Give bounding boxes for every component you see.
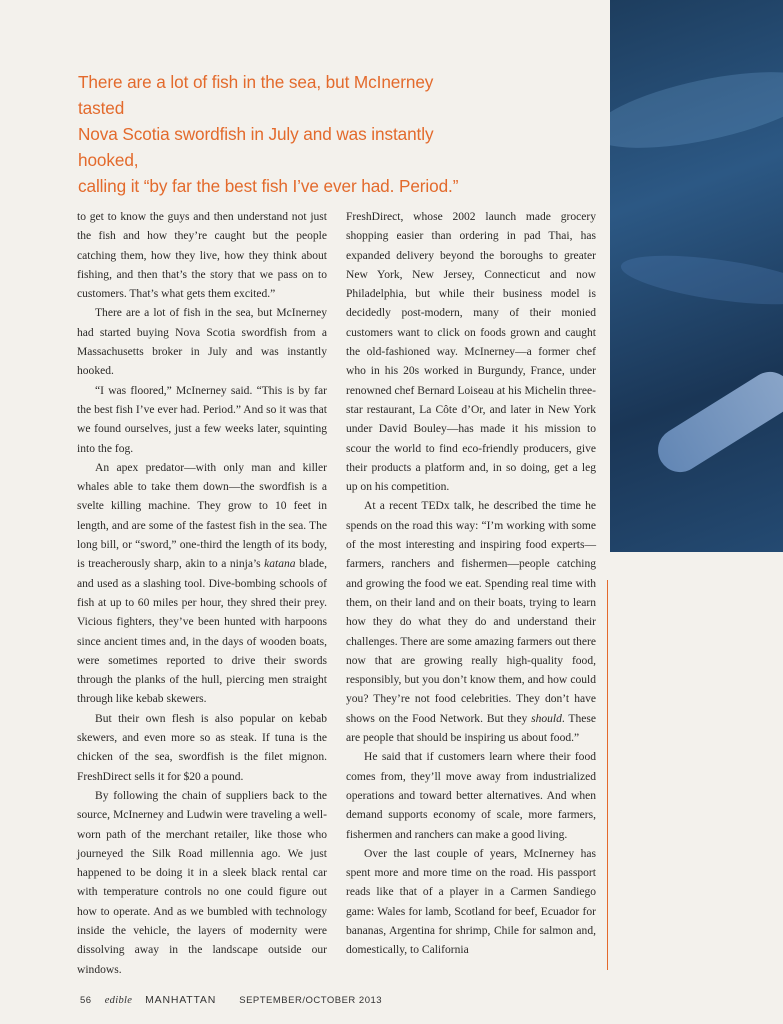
paragraph: He said that if customers learn where their food comes from, they’ll move away from industrialized operations and toward better alternatives. And when demand supports economy of scale, more farmers, fishermen and ranchers can make a good living. xyxy=(346,751,596,841)
paragraph xyxy=(346,497,596,748)
magazine-name-caps: MANHATTAN xyxy=(145,994,217,1006)
text-run: . These are people that should be inspiring us about food.” xyxy=(346,712,596,745)
paragraph: There are a lot of fish in the sea, but McInerney had started buying Nova Scotia swordfish from a Massachusetts broker in July and was instantly hooked. xyxy=(77,307,327,378)
accent-rule xyxy=(607,580,608,970)
paragraph: By following the chain of suppliers back to the source, McInerney and Ludwin were traveling a well-worn path of the merchant retailer, like those who journeyed the Silk Road millennia ago. We just happened to be doing it in a sleek black rental car with temperature controls no one could figure out how to operate. And as we bumbled with technology inside the vehicle, the layers of modernity were dissolving away in the landscape outside our windows. xyxy=(77,789,327,976)
swordfish-ocean-photo xyxy=(610,0,783,552)
text-run: An apex predator—with only man and killer whales able to take them down—the swordfish is a svelte killing machine. They grow to 10 feet in length, and are some of the fastest fish in the sea. The long bill, or “sword,” one-third the length of its body, is treacherously sharp, akin to a ninja’s xyxy=(77,461,327,571)
pull-quote-line: Nova Scotia swordfish in July and was instantly hooked, xyxy=(78,124,434,170)
text-run: blade, and used as a slashing tool. Dive-bombing schools of fish at up to 60 miles per hour, they shred their prey. Vicious fighters, they’ve been hunted with harpoons since ancient times and, in the days of wooden boats, were sometimes reported to drive their swords through the planks of the hull, piercing men straight through like kebab skewers. xyxy=(77,558,327,706)
article-column-right xyxy=(346,208,596,961)
magazine-name xyxy=(105,995,226,1006)
paragraph xyxy=(77,459,327,710)
paragraph: Over the last couple of years, McInerney has spent more and more time on the road. His passport reads like that of a player in a Carmen Sandiego game: Wales for lamb, Scotland for beef, Ecuador for bananas, Argentina for shrimp, Chile for salmon and, domestically, to California xyxy=(346,847,596,957)
issue-date: SEPTEMBER/OCTOBER 2013 xyxy=(239,995,383,1006)
wave-highlight xyxy=(610,57,783,164)
italic-term: should xyxy=(531,712,562,725)
wave-highlight xyxy=(618,246,783,313)
magazine-name-italic: edible xyxy=(104,995,133,1006)
pull-quote xyxy=(78,69,478,199)
paragraph: “I was floored,” McInerney said. “This is by far the best fish I’ve ever had. Period.” And so it was that we found ourselves, just a few weeks later, squinting into the fog. xyxy=(77,384,327,455)
page-footer xyxy=(80,994,392,1006)
paragraph: to get to know the guys and then understand not just the fish and how they’re caught but the people catching them, how they live, how they think about fishing, and then that’s the story that we pass on to customers. That’s what gets them excited.” xyxy=(77,211,327,301)
article-column-left xyxy=(77,208,327,980)
italic-term: katana xyxy=(264,558,296,571)
pull-quote-line: calling it “by far the best fish I’ve ever had. Period.” xyxy=(78,176,459,196)
text-run: At a recent TEDx talk, he described the time he spends on the road this way: “I’m working with some of the most interesting and inspiring food experts—farmers, ranchers and fishermen—people catching and growing the food we eat. Spending real time with them, on their land and on their boats, trying to learn how they do what they do and understand their challenges. There are some amazing farmers out there now that are growing really high-quality food, responsibly, but you don’t know them, and how could you? They’re not food celebrities. They don’t have shows on the Food Network. But they xyxy=(346,500,596,725)
pull-quote-line: There are a lot of fish in the sea, but McInerney tasted xyxy=(78,72,434,118)
paragraph: But their own flesh is also popular on kebab skewers, and even more so as steak. If tuna is the chicken of the sea, swordfish is the filet mignon. FreshDirect sells it for $20 a pound. xyxy=(77,712,327,783)
paragraph: FreshDirect, whose 2002 launch made grocery shopping easier than ordering in pad Thai, has expanded delivery beyond the boroughs to greater New York, New Jersey, Connecticut and now Philadelphia, but while their business model is decidedly post-modern, many of their monied customers want to click on foods grown and caught the old-fashioned way. McInerney—a former chef who in his 20s worked in Burgundy, France, under renowned chef Bernard Loiseau at his Michelin three-star restaurant, La Côte d’Or, and later in New York under David Bouley—has made it his mission to scour the world to find eco-friendly producers, give their products a platform and, in so doing, get a leg up on his competition. xyxy=(346,211,596,494)
swordfish-bill xyxy=(650,364,783,481)
page-number: 56 xyxy=(80,995,92,1006)
